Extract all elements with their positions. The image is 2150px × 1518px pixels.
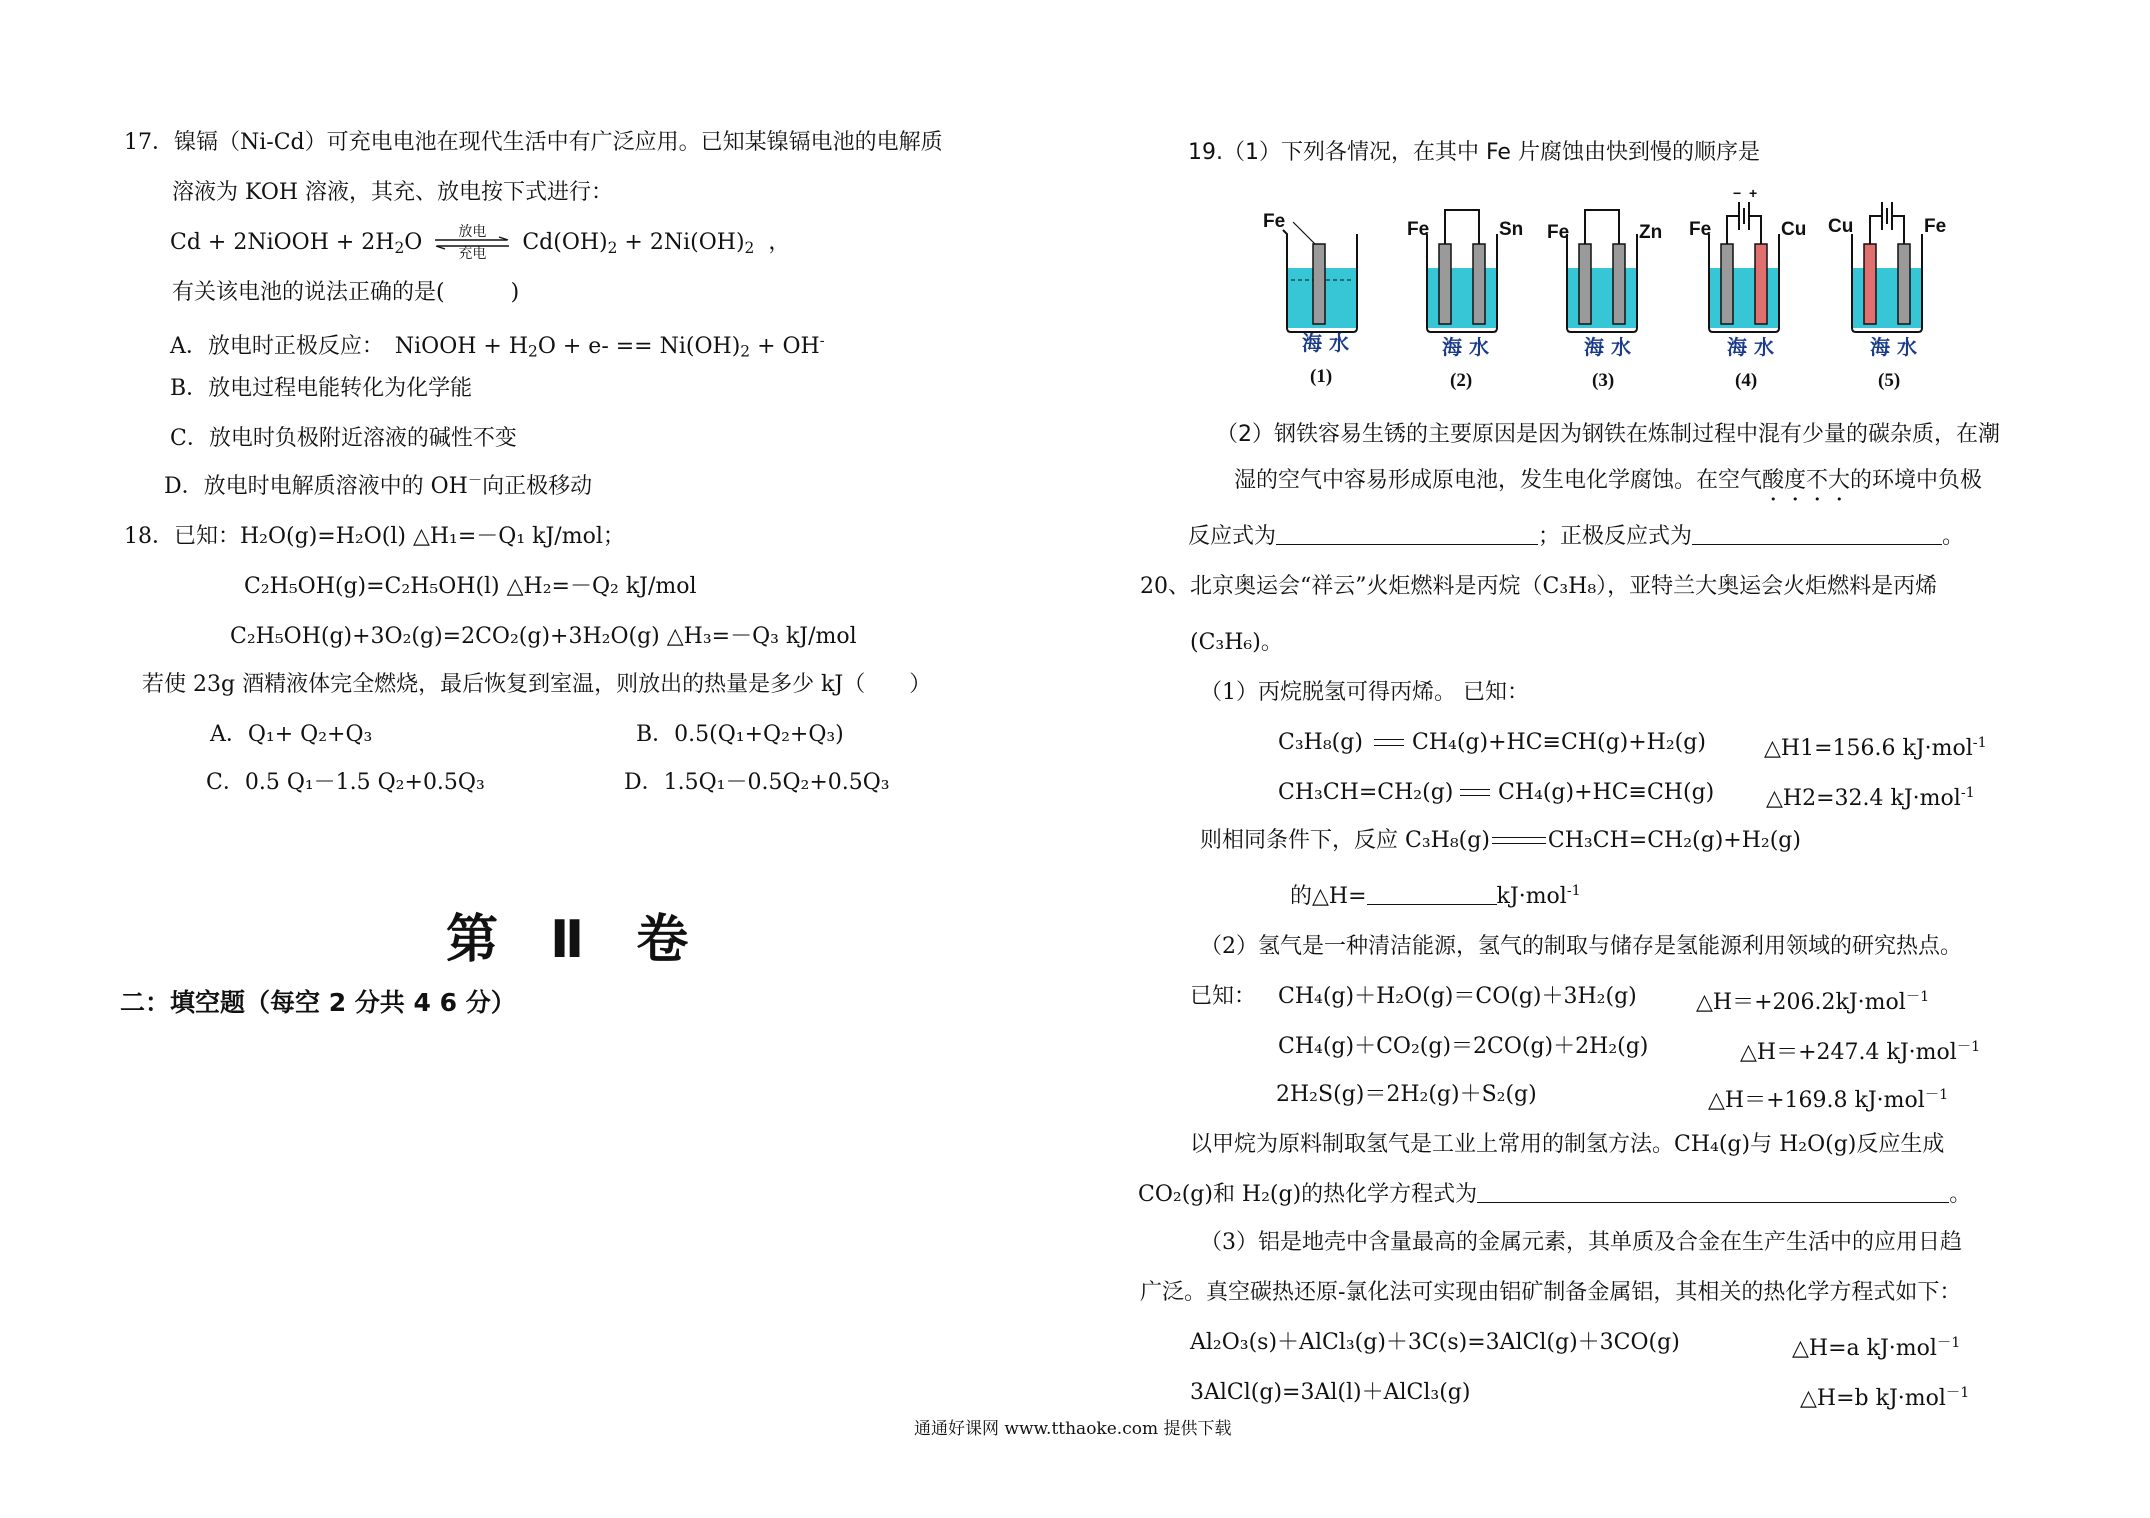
beaker-2	[1407, 210, 1523, 332]
q18-line1: 18．已知：H₂O(g)=H₂O(l) △H₁=－Q₁ kJ/mol；	[124, 524, 625, 549]
q17-option-c: C．放电时负极附近溶液的碱性不变	[170, 426, 517, 451]
minus-sign-icon: −	[1733, 185, 1742, 201]
beaker-number: (3)	[1592, 370, 1615, 391]
q18-question: 若使 23g 酒精液体完全燃烧，最后恢复到室温，则放出的热量是多少 kJ（ ）	[142, 672, 932, 697]
q18-option-b: B．0.5(Q₁+Q₂+Q₃)	[636, 722, 844, 747]
q18-line3: C₂H₅OH(g)+3O₂(g)=2CO₂(g)+3H₂O(g) △H₃=－Q₃ kJ/mol	[230, 624, 857, 649]
section-subtitle: 二：填空题（每空 2 分共 4 6 分）	[120, 988, 516, 1017]
answer-blank[interactable]	[1367, 882, 1497, 905]
electrode-label: Fe	[1407, 219, 1430, 240]
q17-option-a: A．放电时正极反应： NiOOH + $H_2O + e- == Ni(OH)_2 + OH^-$	[170, 333, 825, 361]
q19-line4: 反应式为 ；正极反应式为 。	[1188, 524, 1965, 549]
answer-blank[interactable]	[1692, 522, 1942, 545]
beaker-number: (1)	[1310, 366, 1333, 387]
q20-f3-dh: △H＝+169.8 kJ·mol$^{-1}$	[1708, 1087, 1949, 1113]
beaker-1	[1263, 211, 1357, 332]
q20-f3: 2H₂S(g)＝2H₂(g)＋S₂(g)	[1276, 1082, 1537, 1107]
q20-part1: （1）丙烷脱氢可得丙烯。 已知：	[1200, 680, 1529, 705]
electrode-label: Zn	[1639, 222, 1663, 243]
q20-eq2-sign	[1458, 778, 1492, 808]
q20-eq2-left: CH₃CH=CH₂(g)	[1278, 780, 1454, 805]
q20-methane1: 以甲烷为原料制取氢气是工业上常用的制氢方法。CH₄(g)与 H₂O(g)反应生成	[1190, 1132, 1945, 1157]
q17-option-b: B．放电过程电能转化为化学能	[170, 376, 473, 401]
beaker-3	[1547, 210, 1662, 332]
reversible-arrow-icon: 放电 充电	[433, 228, 511, 258]
electrode-label: Cu	[1781, 219, 1807, 240]
beaker-number: (2)	[1450, 370, 1473, 391]
q20-g1: Al₂O₃(s)＋AlCl₃(g)＋3C(s)=3AlCl(g)＋3CO(g)	[1190, 1330, 1680, 1355]
q17-intro-line2: 溶液为 KOH 溶液，其充、放电按下式进行：	[172, 180, 614, 205]
beaker-label: 海 水	[1302, 331, 1349, 355]
beaker-5	[1828, 202, 1946, 332]
beaker-number: (5)	[1878, 370, 1901, 391]
q20-part2: （2）氢气是一种清洁能源，氢气的制取与储存是氢能源利用领域的研究热点。	[1200, 934, 1962, 959]
q17-equation: Cd + 2NiOOH + $2H_2O$ 放电 充电 $Cd(OH)_2 + 2Ni(OH)_2$ ，	[170, 224, 791, 262]
footer-source: 通通好课网 www.tthaoke.com 提供下载	[914, 1419, 1232, 1439]
q20-eq1-sign	[1372, 728, 1406, 758]
q20-methane2: CO₂(g)和 H₂(g)的热化学方程式为 。	[1138, 1182, 1972, 1207]
q20-f2-dh: △H＝+247.4 kJ·mol$^{-1}$	[1740, 1039, 1981, 1065]
q20-line2: (C₃H₆)。	[1190, 630, 1283, 655]
beaker-4	[1689, 185, 1806, 332]
q17-question: 有关该电池的说法正确的是( )	[172, 280, 520, 305]
q17-intro-line1: 17．镍镉（Ni-Cd）可充电电池在现代生活中有广泛应用。已知某镍镉电池的电解质	[124, 130, 943, 155]
q18-option-a: A．Q₁+ Q₂+Q₃	[210, 722, 373, 747]
q20-g2-dh: △H=b kJ·mol$^{-1}$	[1800, 1385, 1970, 1411]
q18-option-d: D．1.5Q₁－0.5Q₂+0.5Q₃	[624, 770, 890, 795]
q18-line2: C₂H₅OH(g)=C₂H₅OH(l) △H₂=－Q₂ kJ/mol	[244, 574, 697, 599]
q20-f2: CH₄(g)＋CO₂(g)＝2CO(g)＋2H₂(g)	[1278, 1034, 1649, 1059]
corrosion-beakers-figure	[1250, 185, 1950, 400]
answer-blank[interactable]	[1276, 522, 1538, 545]
q20-then: 则相同条件下，反应 C₃H₈(g) CH₃CH=CH₂(g)+H₂(g)	[1200, 828, 1801, 853]
beaker-number: (4)	[1735, 370, 1758, 391]
beaker-label: 海 水	[1870, 335, 1917, 359]
electrode-label: Sn	[1499, 219, 1524, 240]
q20-f1-dh: △H＝+206.2kJ·mol$^{-1}$	[1696, 989, 1930, 1015]
electrode-label: Fe	[1547, 222, 1570, 243]
q20-eq1-dh: △H1=156.6 kJ·mol$^{-1}$	[1764, 735, 1987, 761]
q20-line1: 20、北京奥运会“祥云”火炬燃料是丙烷（C₃H₈），亚特兰大奥运会火炬燃料是丙烯	[1140, 574, 1938, 599]
q20-part3b: 广泛。真空碳热还原-氯化法可实现由铝矿制备金属铝，其相关的热化学方程式如下：	[1140, 1280, 1962, 1305]
q18-option-c: C．0.5 Q₁－1.5 Q₂+0.5Q₃	[206, 770, 485, 795]
q20-g2: 3AlCl(g)=3Al(l)＋AlCl₃(g)	[1190, 1380, 1471, 1405]
electrode-label: Cu	[1828, 216, 1854, 237]
q20-eq1-right: CH₄(g)+HC≡CH(g)+H₂(g)	[1412, 730, 1706, 755]
q20-dh-answer: 的△H= kJ·mol$^{-1}$	[1290, 883, 1581, 909]
q19-line3: 湿的空气中容易形成原电池，发生电化学腐蚀。在空气酸度不大的环境中负极	[1234, 468, 1983, 493]
q20-eq2-right: CH₄(g)+HC≡CH(g)	[1498, 780, 1715, 805]
electrode-label: Fe	[1263, 211, 1286, 232]
answer-blank[interactable]	[1477, 1180, 1949, 1203]
q19-line2: （2）钢铁容易生锈的主要原因是因为钢铁在炼制过程中混有少量的碳杂质，在潮	[1216, 422, 2000, 447]
q17-option-d: D．放电时电解质溶液中的 OH－向正极移动	[164, 473, 593, 499]
q20-known: 已知：	[1190, 984, 1257, 1009]
electrode-label: Fe	[1924, 216, 1947, 237]
q19-line1: 19.（1）下列各情况，在其中 Fe 片腐蚀由快到慢的顺序是	[1188, 140, 1760, 165]
q20-g1-dh: △H=a kJ·mol$^{-1}$	[1792, 1335, 1961, 1361]
electrode-label: Fe	[1689, 219, 1712, 240]
plus-sign-icon: +	[1749, 185, 1758, 201]
beaker-label: 海 水	[1584, 335, 1631, 359]
q20-f1: CH₄(g)＋H₂O(g)＝CO(g)＋3H₂(g)	[1278, 984, 1637, 1009]
q20-eq1-left: C₃H₈(g)	[1278, 730, 1363, 755]
beaker-label: 海 水	[1442, 335, 1489, 359]
section-title: 第 Ⅱ 卷	[446, 910, 689, 970]
q20-eq2-dh: △H2=32.4 kJ·mol$^{-1}$	[1766, 785, 1975, 811]
q20-part3a: （3）铝是地壳中含量最高的金属元素，其单质及合金在生产生活中的应用日趋	[1200, 1230, 1962, 1255]
beaker-label: 海 水	[1727, 335, 1774, 359]
